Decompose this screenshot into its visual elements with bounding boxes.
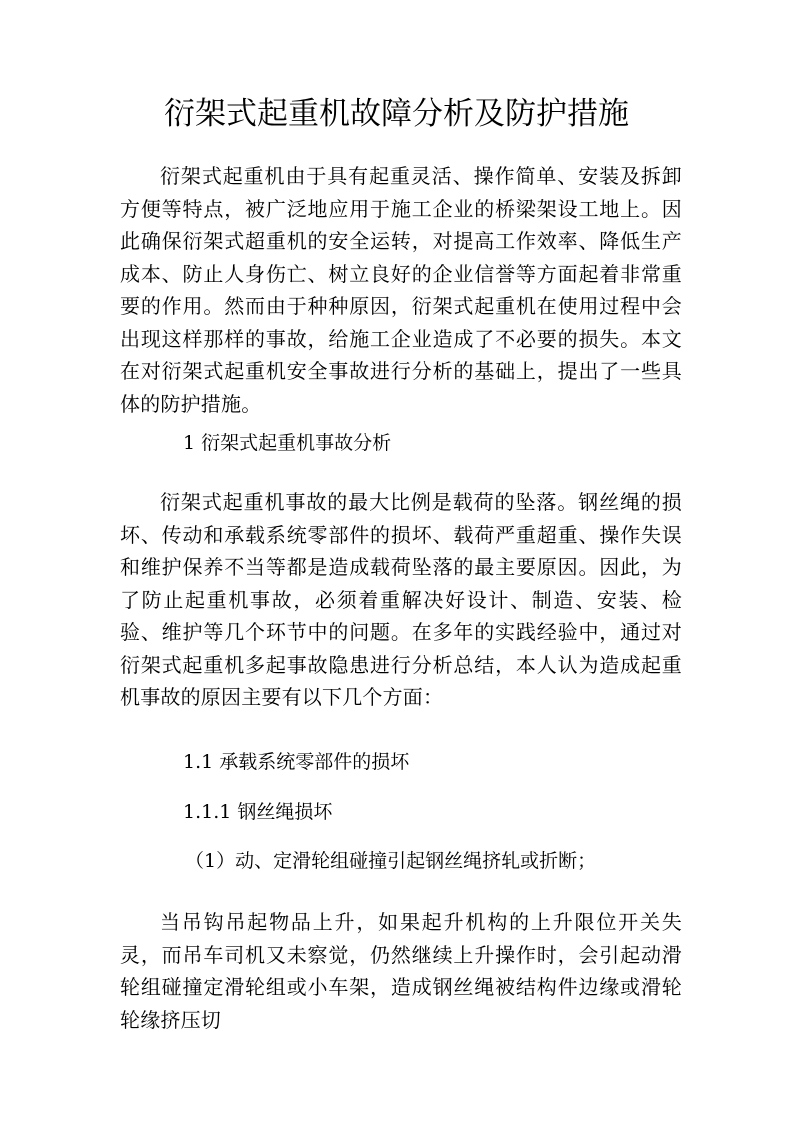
section-heading: 1 衍架式起重机事故分析 (183, 432, 392, 454)
intro-paragraph: 衍架式起重机由于具有起重灵活、操作简单、安装及拆卸方便等特点，被广泛地应用于施工企业的桥梁架设工地上。因此确保衍架式超重机的安全运转，对提高工作效率、降低生产成本、防止人身伤亡、树立良好的企业信誉等方面起着非常重要的作用。然而由于种种原因，衍架式起重机在使用过程中会出现这样那样的事故，给施工企业造成了不必要的损失。本文在对衍架式起重机安全事故进行分析的基础上，提出了一些具体的防护措施。 (120, 164, 682, 416)
subsection-heading: 1.1 承载系统零部件的损坏 (183, 751, 410, 773)
list-item-heading: （1）动、定滑轮组碰撞引起钢丝绳挤轧或折断； (185, 850, 597, 872)
item-paragraph: 当吊钩吊起物品上升，如果起升机构的上升限位开关失灵，而吊车司机又未察觉，仍然继续上升操作时，会引起动滑轮组碰撞定滑轮组或小车架，造成钢丝绳被结构件边缘或滑轮轮缘挤压切 (120, 910, 682, 1032)
subsubsection-heading: 1.1.1 钢丝绳损坏 (183, 801, 333, 823)
section-paragraph: 衍架式起重机事故的最大比例是载荷的坠落。钢丝绳的损坏、传动和承载系统零部件的损坏、载荷严重超重、操作失误和维护保养不当等都是造成载荷坠落的最主要原因。因此，为了防止起重机事故，必须着重解决好设计、制造、安装、检验、维护等几个环节中的问题。在多年的实践经验中，通过对衍架式起重机多起事故隐患进行分析总结，本人认为造成起重机事故的原因主要有以下几个方面： (120, 490, 682, 709)
document-title: 衍架式起重机故障分析及防护措施 (164, 96, 629, 132)
